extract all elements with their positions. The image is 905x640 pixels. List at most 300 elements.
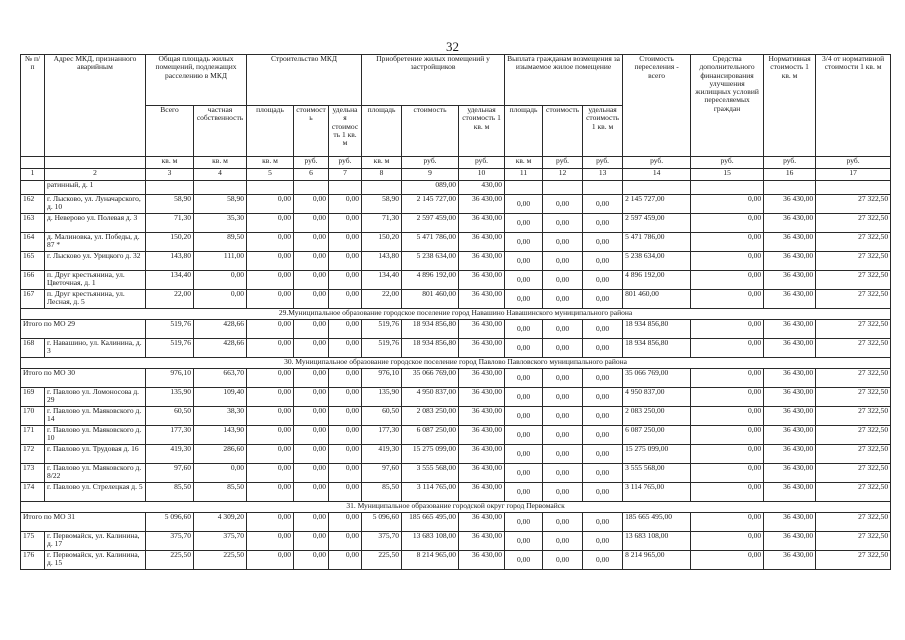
cell-c14: 15 275 099,00: [623, 445, 691, 464]
cell-c5: 0,00: [247, 513, 294, 532]
unit-cell: руб.: [294, 157, 329, 169]
table-row: [21, 407, 891, 426]
continuation-address: ратинный, д. 1: [45, 181, 146, 195]
cell-c11: 0,00: [505, 532, 543, 551]
header-sub-area: площадь: [505, 106, 543, 157]
cell-c14: 3 555 568,00: [623, 464, 691, 483]
cell-c14: 6 087 250,00: [623, 426, 691, 445]
cell-c14: 2 083 250,00: [623, 407, 691, 426]
cell-c13: 0,00: [583, 290, 623, 309]
cell-c13: 0,00: [583, 271, 623, 290]
cell-c8: 150,20: [362, 233, 402, 252]
cell-c14: 2 145 727,00: [623, 195, 691, 214]
cell-c5: 0,00: [247, 388, 294, 407]
header-construction: Строительство МКД: [247, 55, 362, 106]
cell-c3: 519,76: [146, 320, 194, 339]
cell-c8: 71,30: [362, 214, 402, 233]
cell-c16: 36 430,00: [764, 464, 816, 483]
cell-c15: 0,00: [691, 407, 764, 426]
cell-c8: 97,60: [362, 464, 402, 483]
cell-c7: 0,00: [329, 464, 362, 483]
table-row: [21, 214, 891, 233]
row-address: г. Навашино, ул. Калинина, д. 3: [45, 339, 146, 358]
cell-c7: 0,00: [329, 290, 362, 309]
cell-c9: 18 934 856,80: [402, 339, 459, 358]
row-number: 170: [21, 407, 45, 426]
unit-cell: кв. м: [247, 157, 294, 169]
unit-cell: руб.: [583, 157, 623, 169]
cell-c11: 0,00: [505, 233, 543, 252]
unit-cell: кв. м: [194, 157, 247, 169]
cell-c4: 4 309,20: [194, 513, 247, 532]
cell-c4: 35,30: [194, 214, 247, 233]
cell-c11: 0,00: [505, 445, 543, 464]
row-number: 163: [21, 214, 45, 233]
unit-cell: руб.: [543, 157, 583, 169]
row-number: 173: [21, 464, 45, 483]
unit-cell: руб.: [459, 157, 505, 169]
cell-c3: 177,30: [146, 426, 194, 445]
cell-c5: 0,00: [247, 195, 294, 214]
cell-c11: 0,00: [505, 369, 543, 388]
cell-c13: 0,00: [583, 464, 623, 483]
cell-c15: 0,00: [691, 233, 764, 252]
row-number: 174: [21, 483, 45, 502]
cell-c7: 0,00: [329, 233, 362, 252]
cell-c8: 143,80: [362, 252, 402, 271]
col-number: 12: [543, 169, 583, 181]
cell-c6: 0,00: [294, 513, 329, 532]
cell-c17: 27 322,50: [816, 513, 891, 532]
row-address: г. Первомайск, ул. Калинина, д. 15: [45, 551, 146, 570]
cell-c11: 0,00: [505, 271, 543, 290]
cell-c13: 0,00: [583, 339, 623, 358]
header-norm-cost: Нормативная стоимость 1 кв. м: [764, 55, 816, 157]
header-cost-total: Стоимость переселения - всего: [623, 55, 691, 157]
cell-c17: 27 322,50: [816, 233, 891, 252]
cell-c3: 135,90: [146, 388, 194, 407]
cell-c5: 0,00: [247, 271, 294, 290]
cell-c11: 0,00: [505, 407, 543, 426]
cell-c7: 0,00: [329, 532, 362, 551]
cell-c3: 419,30: [146, 445, 194, 464]
row-address: г. Первомайск, ул. Калинина, д. 17: [45, 532, 146, 551]
row-number: 176: [21, 551, 45, 570]
cell-c11: 0,00: [505, 483, 543, 502]
cell-c16: 36 430,00: [764, 513, 816, 532]
header-extra-funds: Средства дополнительного финансирования улучшения жилищных условий переселяемых граждан: [691, 55, 764, 157]
header-total-area: Общая площадь жилых помещений, подлежащих расселению в МКД: [146, 55, 247, 106]
cell-c5: 0,00: [247, 214, 294, 233]
cell-c10: 36 430,00: [459, 369, 505, 388]
section-heading-row: [21, 358, 891, 369]
table-row: [21, 388, 891, 407]
cell-c17: 27 322,50: [816, 214, 891, 233]
cell-c13: 0,00: [583, 369, 623, 388]
cell-c15: 0,00: [691, 513, 764, 532]
cell-c9: 185 665 495,00: [402, 513, 459, 532]
cell-c4: 428,66: [194, 339, 247, 358]
header-address: Адрес МКД, признанного аварийным: [45, 55, 146, 157]
header-sub-area: площадь: [362, 106, 402, 157]
section-title: 30. Муниципальное образование городское поселение город Павлово Павловского муниципального района: [21, 358, 891, 369]
cell-c16: 36 430,00: [764, 551, 816, 570]
cell-c4: 0,00: [194, 290, 247, 309]
cell-c13: 0,00: [583, 320, 623, 339]
cell-c11: 0,00: [505, 513, 543, 532]
col-number: 11: [505, 169, 543, 181]
header-sub-cost: стоимость: [543, 106, 583, 157]
cell-c10: 36 430,00: [459, 551, 505, 570]
cell-c7: 0,00: [329, 551, 362, 570]
cell-c12: 0,00: [543, 513, 583, 532]
cell-c4: 143,90: [194, 426, 247, 445]
cell-c3: 225,50: [146, 551, 194, 570]
cell-c8: 60,50: [362, 407, 402, 426]
cell-c17: 27 322,50: [816, 271, 891, 290]
row-address: г. Павлово ул. Стрелецкая д. 5: [45, 483, 146, 502]
cell-c16: 36 430,00: [764, 271, 816, 290]
cell-c4: 58,90: [194, 195, 247, 214]
header-norm-34: 3/4 от нормативной стоимости 1 кв. м: [816, 55, 891, 157]
cell-c17: 27 322,50: [816, 551, 891, 570]
col-number: 2: [45, 169, 146, 181]
cell-c10: 36 430,00: [459, 426, 505, 445]
unit-cell: кв. м: [146, 157, 194, 169]
cell-c12: 0,00: [543, 369, 583, 388]
cell-c4: 286,60: [194, 445, 247, 464]
cell-c7: 0,00: [329, 271, 362, 290]
cell-c15: 0,00: [691, 445, 764, 464]
row-address: г. Павлово ул. Маяковского д. 8/22: [45, 464, 146, 483]
continuation-row: [21, 181, 891, 195]
row-number: 164: [21, 233, 45, 252]
cell-c5: 0,00: [247, 320, 294, 339]
table-row: [21, 551, 891, 570]
cell-c8: 375,70: [362, 532, 402, 551]
cell-c16: 36 430,00: [764, 426, 816, 445]
cell-c11: 0,00: [505, 290, 543, 309]
total-row: [21, 320, 891, 339]
cell-c15: 0,00: [691, 195, 764, 214]
header-sub-unit: удельная стоимость 1 кв. м: [459, 106, 505, 157]
cell-c16: 36 430,00: [764, 290, 816, 309]
table-row: [21, 464, 891, 483]
cell-c14: 5 471 786,00: [623, 233, 691, 252]
col-number: 14: [623, 169, 691, 181]
unit-cell: руб.: [623, 157, 691, 169]
cell-c13: 0,00: [583, 388, 623, 407]
col-number: 4: [194, 169, 247, 181]
unit-cell: кв. м: [505, 157, 543, 169]
row-address: г. Павлово ул. Маяковского д. 10: [45, 426, 146, 445]
cell-c8: 85,50: [362, 483, 402, 502]
cell-c5: 0,00: [247, 551, 294, 570]
cell-c14: 13 683 108,00: [623, 532, 691, 551]
cell-c4: 225,50: [194, 551, 247, 570]
total-label: Итого по МО 29: [21, 320, 146, 339]
table-row: [21, 532, 891, 551]
col-number: 9: [402, 169, 459, 181]
row-number: 169: [21, 388, 45, 407]
cell-c17: 27 322,50: [816, 369, 891, 388]
col-number: 6: [294, 169, 329, 181]
cell-c5: 0,00: [247, 445, 294, 464]
cell-c4: 375,70: [194, 532, 247, 551]
cell-c11: 0,00: [505, 426, 543, 445]
cell-c15: 0,00: [691, 252, 764, 271]
section-title: 31. Муниципальное образование городской округ город Первомайск: [21, 502, 891, 513]
row-number: 162: [21, 195, 45, 214]
header-payment: Выплата гражданам возмещения за изымаемое жилое помещение: [505, 55, 623, 106]
resettlement-table: [20, 54, 891, 570]
page-number: 32: [446, 39, 459, 54]
cell-c8: 58,90: [362, 195, 402, 214]
header-sub-cost: стоимость: [294, 106, 329, 157]
cell-c14: 35 066 769,00: [623, 369, 691, 388]
cell-c14: 3 114 765,00: [623, 483, 691, 502]
cell-c7: 0,00: [329, 388, 362, 407]
cell-c13: 0,00: [583, 513, 623, 532]
cell-c16: 36 430,00: [764, 320, 816, 339]
cell-c13: 0,00: [583, 195, 623, 214]
row-address: г. Павлово ул. Трудовая д. 16: [45, 445, 146, 464]
cell-c10: 36 430,00: [459, 290, 505, 309]
cell-c12: 0,00: [543, 407, 583, 426]
cell-c12: 0,00: [543, 252, 583, 271]
cell-c10: 36 430,00: [459, 339, 505, 358]
cell-c15: 0,00: [691, 214, 764, 233]
cell-c8: 134,40: [362, 271, 402, 290]
cell-c12: 0,00: [543, 233, 583, 252]
cell-c3: 22,00: [146, 290, 194, 309]
table-row: [21, 483, 891, 502]
cell-c16: 36 430,00: [764, 407, 816, 426]
cell-c13: 0,00: [583, 233, 623, 252]
row-address: г. Лысково ул. Урицкого д. 32: [45, 252, 146, 271]
cell-c12: 0,00: [543, 532, 583, 551]
cell-c16: 36 430,00: [764, 214, 816, 233]
cell-c12: 0,00: [543, 483, 583, 502]
cell-c6: 0,00: [294, 271, 329, 290]
cell-c16: 36 430,00: [764, 252, 816, 271]
cell-c16: 36 430,00: [764, 532, 816, 551]
cell-c3: 58,90: [146, 195, 194, 214]
cell-c10: 36 430,00: [459, 271, 505, 290]
cell-c5: 0,00: [247, 483, 294, 502]
cell-c10: 36 430,00: [459, 445, 505, 464]
cell-c10: 36 430,00: [459, 233, 505, 252]
cell-c6: 0,00: [294, 445, 329, 464]
column-numbers-row: [21, 169, 891, 181]
cell-c6: 0,00: [294, 388, 329, 407]
cell-c9: 3 555 568,00: [402, 464, 459, 483]
cell-c15: 0,00: [691, 369, 764, 388]
cell-c9: 13 683 108,00: [402, 532, 459, 551]
col-number: 3: [146, 169, 194, 181]
cell-c10: 36 430,00: [459, 483, 505, 502]
header-purchase: Приобретение жилых помещений у застройщиков: [362, 55, 505, 106]
col-number: 5: [247, 169, 294, 181]
cell-c3: 71,30: [146, 214, 194, 233]
cell-c6: 0,00: [294, 551, 329, 570]
row-address: п. Друг крестьянина, ул. Лесная, д. 5: [45, 290, 146, 309]
cell-c15: 0,00: [691, 290, 764, 309]
cell-c11: 0,00: [505, 339, 543, 358]
cell-c14: 8 214 965,00: [623, 551, 691, 570]
cell-c4: 663,70: [194, 369, 247, 388]
cell-c6: 0,00: [294, 252, 329, 271]
cell-c12: 0,00: [543, 195, 583, 214]
cell-c16: 36 430,00: [764, 483, 816, 502]
cell-c9: 18 934 856,80: [402, 320, 459, 339]
cell-c7: 0,00: [329, 483, 362, 502]
cell-c9: 2 083 250,00: [402, 407, 459, 426]
row-number: 168: [21, 339, 45, 358]
cell-c16: 36 430,00: [764, 388, 816, 407]
cell-c14: 18 934 856,80: [623, 320, 691, 339]
header-sub-unit: удельная стоимость 1 кв. м: [583, 106, 623, 157]
table-row: [21, 271, 891, 290]
cell-c6: 0,00: [294, 320, 329, 339]
cell-c15: 0,00: [691, 483, 764, 502]
cell-c8: 225,50: [362, 551, 402, 570]
col-number: 15: [691, 169, 764, 181]
cell-c9: 35 066 769,00: [402, 369, 459, 388]
total-label: Итого по МО 30: [21, 369, 146, 388]
row-address: д. Малиновка, ул. Победы, д. 87 *: [45, 233, 146, 252]
cell-c9: 2 597 459,00: [402, 214, 459, 233]
cell-c3: 375,70: [146, 532, 194, 551]
cell-c14: 18 934 856,80: [623, 339, 691, 358]
col-number: 8: [362, 169, 402, 181]
header-sub-area: площадь: [247, 106, 294, 157]
cell-c17: 27 322,50: [816, 483, 891, 502]
cell-c9: 5 238 634,00: [402, 252, 459, 271]
cell-c9: 8 214 965,00: [402, 551, 459, 570]
total-row: [21, 369, 891, 388]
cell-c13: 0,00: [583, 445, 623, 464]
cell-c14: 4 950 837,00: [623, 388, 691, 407]
row-address: п. Друг крестьянина, ул. Цветочная, д. 1: [45, 271, 146, 290]
cell-c17: 27 322,50: [816, 532, 891, 551]
cell-c12: 0,00: [543, 271, 583, 290]
cell-c3: 519,76: [146, 339, 194, 358]
cell-c16: 36 430,00: [764, 369, 816, 388]
cell-c6: 0,00: [294, 483, 329, 502]
cell-c17: 27 322,50: [816, 464, 891, 483]
cell-c11: 0,00: [505, 320, 543, 339]
cell-c16: 36 430,00: [764, 195, 816, 214]
cell-c6: 0,00: [294, 214, 329, 233]
cell-c12: 0,00: [543, 464, 583, 483]
cell-c11: 0,00: [505, 464, 543, 483]
cell-c7: 0,00: [329, 214, 362, 233]
row-number: 167: [21, 290, 45, 309]
cell-c5: 0,00: [247, 233, 294, 252]
cell-c14: 4 896 192,00: [623, 271, 691, 290]
section-title: 29.Муниципальное образование городское поселение город Навашино Навашинского муниципального района: [21, 309, 891, 320]
cell-c4: 0,00: [194, 464, 247, 483]
cell-c15: 0,00: [691, 464, 764, 483]
cell-c16: 36 430,00: [764, 233, 816, 252]
cell-c10: 36 430,00: [459, 513, 505, 532]
cell-c9: 801 460,00: [402, 290, 459, 309]
cell-c5: 0,00: [247, 252, 294, 271]
section-heading-row: [21, 502, 891, 513]
row-address: г. Лысково, ул. Луначарского, д. 10: [45, 195, 146, 214]
cell-c12: 0,00: [543, 426, 583, 445]
cell-c10: 36 430,00: [459, 532, 505, 551]
cell-c17: 27 322,50: [816, 320, 891, 339]
cell-c11: 0,00: [505, 551, 543, 570]
cell-c10: 36 430,00: [459, 214, 505, 233]
row-number: 171: [21, 426, 45, 445]
cell-c3: 976,10: [146, 369, 194, 388]
cell-c5: 0,00: [247, 369, 294, 388]
cell-c17: 27 322,50: [816, 290, 891, 309]
unit-cell: руб.: [691, 157, 764, 169]
table-row: [21, 195, 891, 214]
cell-c12: 0,00: [543, 339, 583, 358]
cell-c17: 27 322,50: [816, 445, 891, 464]
cell-c8: 519,76: [362, 320, 402, 339]
cell-c15: 0,00: [691, 532, 764, 551]
cell-c13: 0,00: [583, 426, 623, 445]
cell-c7: 0,00: [329, 426, 362, 445]
cell-c9: 6 087 250,00: [402, 426, 459, 445]
cell-c7: 0,00: [329, 252, 362, 271]
cell-c12: 0,00: [543, 551, 583, 570]
cell-c10: 36 430,00: [459, 320, 505, 339]
row-number: 172: [21, 445, 45, 464]
cell-c12: 0,00: [543, 445, 583, 464]
cell-c4: 89,50: [194, 233, 247, 252]
cell-c11: 0,00: [505, 195, 543, 214]
cell-c3: 5 096,60: [146, 513, 194, 532]
cell-c3: 60,50: [146, 407, 194, 426]
cell-c11: 0,00: [505, 252, 543, 271]
cell-c13: 0,00: [583, 532, 623, 551]
cell-c6: 0,00: [294, 233, 329, 252]
cell-c6: 0,00: [294, 195, 329, 214]
table-row: [21, 445, 891, 464]
header-sub-private: частная собственность: [194, 106, 247, 157]
cell-c8: 419,30: [362, 445, 402, 464]
col-number: 16: [764, 169, 816, 181]
cell-c11: 0,00: [505, 214, 543, 233]
cell-c17: 27 322,50: [816, 388, 891, 407]
cell-c4: 111,00: [194, 252, 247, 271]
cell-c8: 177,30: [362, 426, 402, 445]
cell-c14: 5 238 634,00: [623, 252, 691, 271]
cell-c4: 85,50: [194, 483, 247, 502]
cell-c8: 976,10: [362, 369, 402, 388]
cell-c6: 0,00: [294, 407, 329, 426]
cell-c3: 143,80: [146, 252, 194, 271]
cell-c3: 97,60: [146, 464, 194, 483]
cell-c12: 0,00: [543, 214, 583, 233]
unit-cell: руб.: [764, 157, 816, 169]
table-row: [21, 252, 891, 271]
cell-c13: 0,00: [583, 252, 623, 271]
cell-c7: 0,00: [329, 445, 362, 464]
units-row: [21, 157, 891, 169]
cell-c8: 5 096,60: [362, 513, 402, 532]
cell-c12: 0,00: [543, 290, 583, 309]
cell-c16: 36 430,00: [764, 445, 816, 464]
cell-c17: 27 322,50: [816, 407, 891, 426]
